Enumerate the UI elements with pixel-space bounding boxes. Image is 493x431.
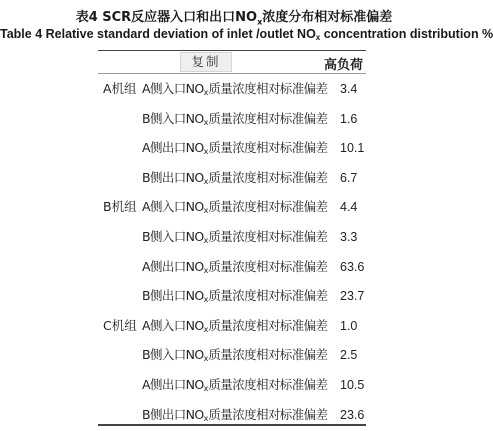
unit-group-label: C机组 (103, 317, 137, 333)
item-suffix: 质量浓度相对标准偏差 (208, 81, 328, 96)
title-cn-tail: 浓度分布相对标准偏差 (262, 10, 393, 25)
copy-button[interactable]: 复制 (180, 52, 232, 72)
item-suffix: 质量浓度相对标准偏差 (208, 199, 328, 215)
item-subscript: x (203, 236, 209, 245)
table-title-chinese (0, 6, 468, 27)
item-prefix: A侧出口NO (142, 377, 204, 392)
item-suffix: 质量浓度相对标准偏差 (208, 288, 328, 304)
item-prefix: A侧出口NO (142, 140, 204, 156)
measurement-item (142, 375, 327, 399)
title-en-main: Table 4 Relative standard deviation of inlet /outlet NO (0, 27, 316, 41)
item-subscript: x (203, 206, 209, 216)
table-row (0, 257, 468, 277)
item-prefix: B侧入口NO (142, 347, 204, 363)
measurement-item (142, 197, 327, 221)
item-subscript: x (203, 176, 209, 186)
item-subscript: x (203, 117, 209, 127)
high-load-value: 2.5 (340, 348, 358, 363)
item-prefix: A侧出口NO (142, 258, 204, 274)
table-row (0, 197, 468, 217)
item-prefix: B侧出口NO (142, 288, 204, 304)
item-subscript: x (203, 324, 209, 334)
column-header-high-load: 高负荷 (324, 58, 364, 73)
item-prefix: A侧入口NO (142, 199, 204, 215)
measurement-item (142, 227, 327, 251)
high-load-value: 10.1 (340, 141, 365, 156)
table-row (0, 109, 468, 129)
title-cn-main: 表4 SCR反应器入口和出口NO (75, 10, 258, 25)
item-subscript: x (203, 384, 209, 393)
high-load-value: 63.6 (340, 259, 365, 274)
high-load-value: 3.3 (340, 230, 358, 244)
item-subscript: x (203, 147, 209, 157)
item-suffix: 质量浓度相对标准偏差 (208, 406, 328, 422)
table-row (0, 286, 468, 306)
table-row (0, 316, 468, 336)
measurement-item (142, 168, 327, 192)
item-subscript: x (203, 295, 209, 305)
item-suffix: 质量浓度相对标准偏差 (208, 169, 328, 185)
item-subscript: x (203, 265, 209, 275)
item-suffix: 质量浓度相对标准偏差 (208, 110, 328, 126)
table-row (0, 405, 468, 425)
item-suffix: 质量浓度相对标准偏差 (208, 229, 328, 244)
title-en-tail: concentration distribution % (320, 27, 493, 41)
item-prefix: A侧入口NO (142, 81, 204, 96)
item-prefix: B侧入口NO (142, 110, 204, 126)
measurement-item (142, 79, 327, 103)
item-prefix: A侧入口NO (142, 317, 204, 333)
high-load-value: 4.4 (340, 200, 358, 215)
table-bottom-rule (98, 424, 366, 426)
table-row (0, 345, 468, 365)
table-top-rule (98, 50, 366, 51)
item-prefix: B侧入口NO (142, 229, 204, 244)
unit-group-label: A机组 (103, 81, 137, 96)
item-suffix: 质量浓度相对标准偏差 (208, 317, 328, 333)
measurement-item (142, 109, 327, 133)
table-row (0, 138, 468, 158)
measurement-item (142, 345, 327, 369)
high-load-value: 1.6 (340, 111, 358, 126)
measurement-item (142, 316, 327, 340)
measurement-item (142, 138, 327, 162)
item-suffix: 质量浓度相对标准偏差 (208, 377, 328, 392)
high-load-value: 23.7 (340, 289, 365, 304)
item-suffix: 质量浓度相对标准偏差 (208, 140, 328, 156)
item-subscript: x (203, 88, 209, 97)
table-header-rule (98, 73, 366, 74)
high-load-value: 6.7 (340, 170, 358, 185)
table-row (0, 375, 468, 395)
high-load-value: 23.6 (340, 407, 365, 422)
title-en-subscript: x (315, 33, 321, 42)
measurement-item (142, 257, 327, 281)
table-row (0, 79, 468, 99)
high-load-value: 3.4 (340, 82, 358, 96)
high-load-value: 1.0 (340, 318, 358, 333)
item-prefix: B侧出口NO (142, 406, 204, 422)
item-subscript: x (203, 354, 209, 364)
item-suffix: 质量浓度相对标准偏差 (208, 258, 328, 274)
measurement-item (142, 286, 327, 310)
title-cn-subscript: x (257, 17, 263, 27)
item-subscript: x (203, 413, 209, 423)
item-suffix: 质量浓度相对标准偏差 (208, 347, 328, 363)
table-row (0, 168, 468, 188)
high-load-value: 10.5 (340, 378, 365, 392)
unit-group-label: B机组 (103, 199, 137, 215)
table-row (0, 227, 468, 247)
item-prefix: B侧出口NO (142, 169, 204, 185)
table-title-english (0, 27, 493, 42)
